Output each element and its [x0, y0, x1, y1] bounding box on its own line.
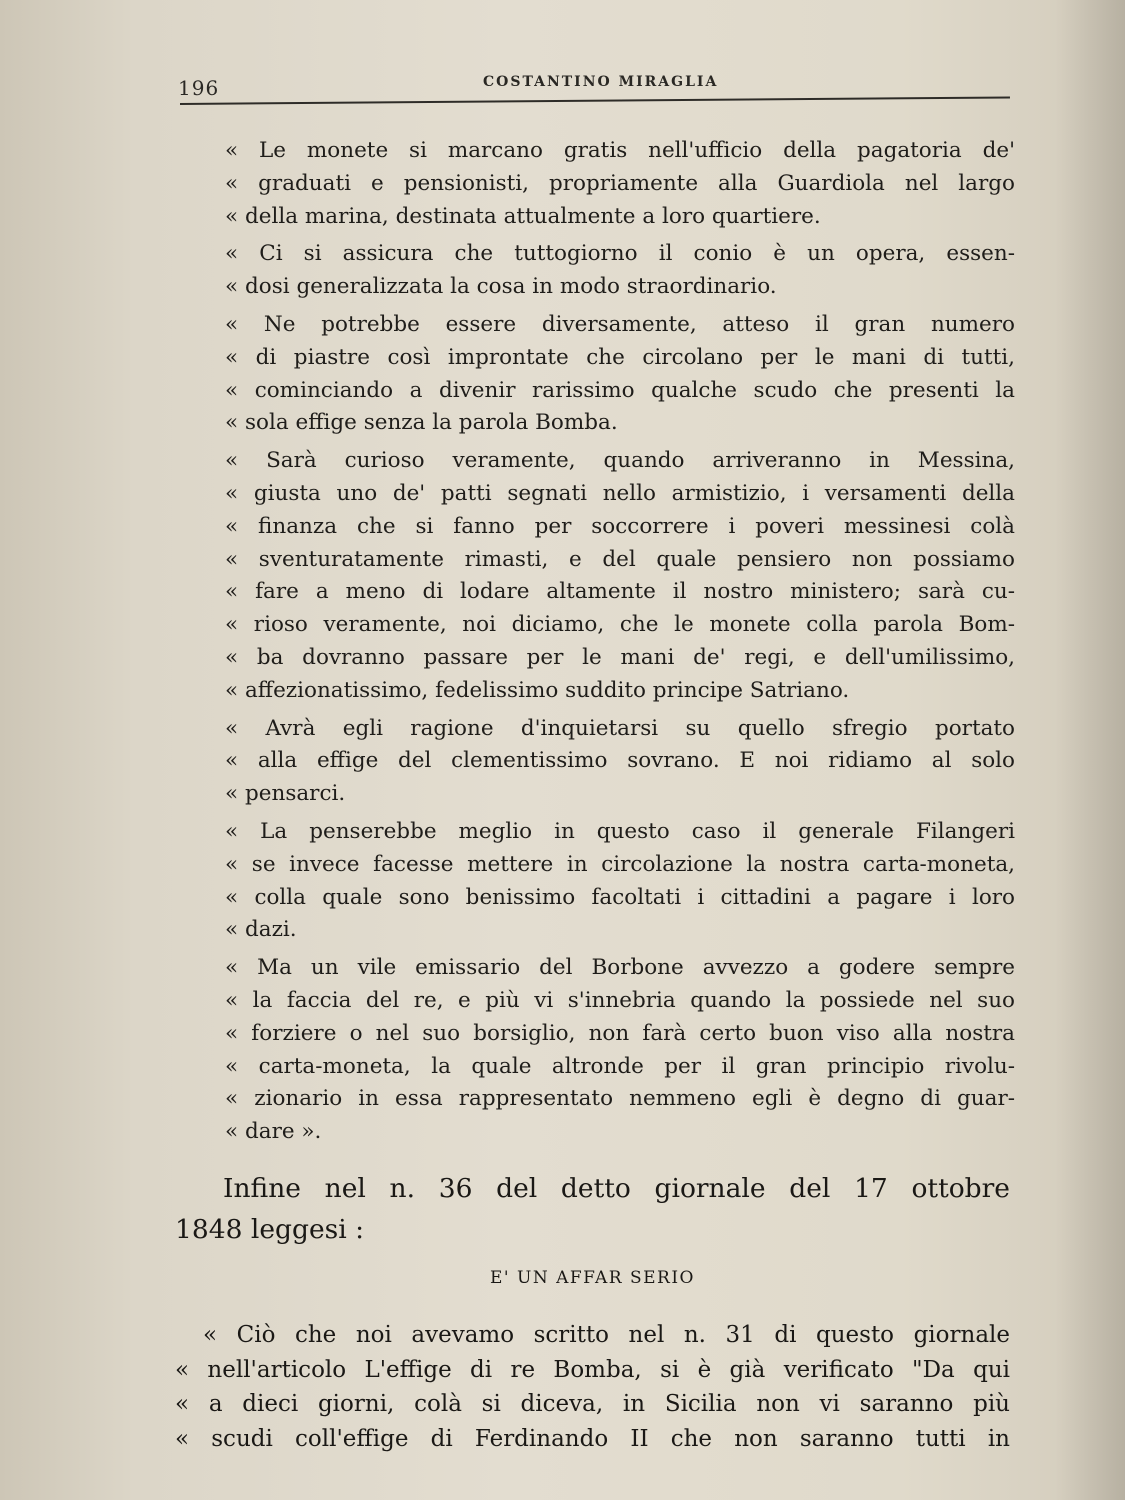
- running-head-author: COSTANTINO MIRAGLIA: [483, 74, 719, 90]
- page-gutter-shadow: [1055, 0, 1125, 1500]
- text-line: « Avrà egli ragione d'inquietarsi su quello sfregio portato: [225, 715, 1015, 741]
- text-line: « La penserebbe meglio in questo caso il generale Filangeri: [225, 818, 1015, 844]
- quote-paragraph: [175, 135, 1015, 233]
- text-line: « dazi.: [225, 917, 297, 943]
- quote-paragraph: [175, 309, 1015, 440]
- text-line: « forziere o nel suo borsiglio, non farà certo buon viso alla nostra: [225, 1020, 1015, 1046]
- intro-line: 1848 leggesi :: [175, 1214, 365, 1245]
- text-line: « carta-moneta, la quale altronde per il gran principio rivolu-: [225, 1053, 1015, 1079]
- text-line: « se invece facesse mettere in circolazione la nostra carta-moneta,: [225, 851, 1015, 877]
- article-body: [175, 1318, 1010, 1456]
- article-line: « a dieci giorni, colà si diceva, in Sicilia non vi saranno più: [175, 1391, 1010, 1417]
- text-line: « Le monete si marcano gratis nell'ufficio della pagatoria de': [225, 138, 1015, 163]
- text-line: « della marina, destinata attualmente a loro quartiere.: [225, 203, 821, 229]
- text-line: « zionario in essa rappresentato nemmeno egli è degno di guar-: [225, 1086, 1015, 1112]
- text-line: « pensarci.: [225, 781, 346, 807]
- quote-paragraph: [175, 952, 1015, 1149]
- text-line: « Ci si assicura che tuttogiorno il conio è un opera, essen-: [225, 241, 1015, 267]
- intro-line: Infine nel n. 36 del detto giornale del 17 ottobre: [223, 1173, 1010, 1204]
- text-line: « graduati e pensionisti, propriamente alla Guardiola nel largo: [225, 170, 1015, 196]
- text-line: « Ma un vile emissario del Borbone avvezzo a godere sempre: [225, 955, 1015, 981]
- text-line: « giusta uno de' patti segnati nello armistizio, i versamenti della: [225, 480, 1015, 506]
- text-line: « la faccia del re, e più vi s'innebria quando la possiede nel suo: [225, 987, 1015, 1013]
- article-line: « Ciò che noi avevamo scritto nel n. 31 di questo giornale: [203, 1322, 1010, 1348]
- quote-paragraph: [175, 445, 1015, 707]
- text-line: « dosi generalizzata la cosa in modo straordinario.: [225, 274, 777, 300]
- text-line: « dare ».: [225, 1119, 322, 1145]
- text-line: « Ne potrebbe essere diversamente, atteso il gran numero: [225, 311, 1015, 337]
- intro-paragraph: [175, 1168, 1010, 1250]
- text-line: « fare a meno di lodare altamente il nostro ministero; sarà cu-: [225, 579, 1015, 605]
- text-line: « sola effige senza la parola Bomba.: [225, 410, 618, 436]
- article-line: « scudi coll'effige di Ferdinando II che non saranno tutti in: [175, 1425, 1010, 1452]
- article-title: E' UN AFFAR SERIO: [490, 1268, 695, 1288]
- text-line: « finanza che si fanno per soccorrere i poveri messinesi colà: [225, 513, 1015, 539]
- text-line: « cominciando a divenir rarissimo qualche scudo che presenti la: [225, 377, 1015, 403]
- quote-paragraph: [175, 238, 1015, 304]
- quoted-passage: [175, 135, 1015, 1154]
- text-line: « rioso veramente, noi diciamo, che le monete colla parola Bom-: [225, 612, 1015, 638]
- text-line: « di piastre così improntate che circolano per le mani di tutti,: [225, 344, 1015, 370]
- quote-paragraph: [175, 816, 1015, 947]
- text-line: « affezionatissimo, fedelissimo suddito principe Satriano.: [225, 677, 850, 703]
- quote-paragraph: [175, 713, 1015, 811]
- article-line: « nell'articolo L'effige di re Bomba, si è già verificato "Da qui: [175, 1356, 1010, 1383]
- text-line: « Sarà curioso veramente, quando arriveranno in Messina,: [225, 448, 1015, 474]
- page-number: 196: [178, 76, 220, 100]
- text-line: « alla effige del clementissimo sovrano. E noi ridiamo al solo: [225, 748, 1015, 774]
- text-line: « sventuratamente rimasti, e del quale pensiero non possiamo: [225, 546, 1015, 572]
- text-line: « colla quale sono benissimo facoltati i cittadini a pagare i loro: [225, 884, 1015, 910]
- text-line: « ba dovranno passare per le mani de' regi, e dell'umilissimo,: [225, 644, 1015, 670]
